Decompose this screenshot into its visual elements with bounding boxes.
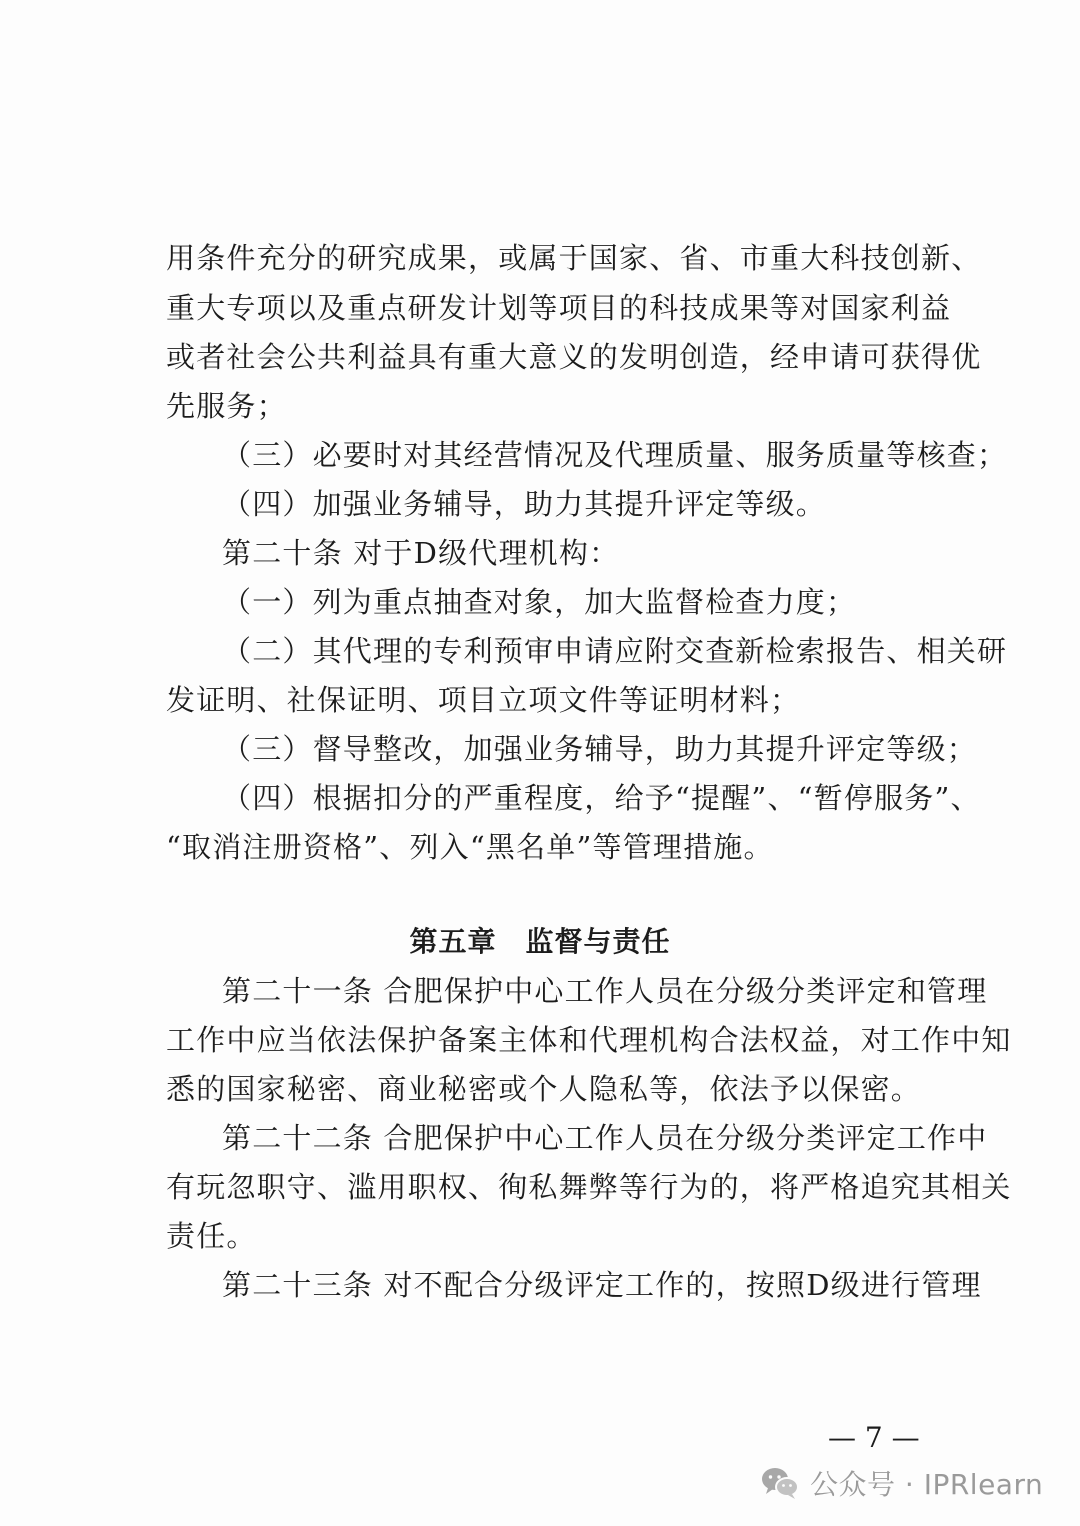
text-line: （二）其代理的专利预审申请应附交查新检索报告、相关研 <box>222 634 1008 668</box>
text-line: （三）必要时对其经营情况及代理质量、服务质量等核查； <box>222 438 1008 472</box>
text-line: （一）列为重点抽查对象，加大监督检查力度； <box>222 585 857 619</box>
text-line: 先服务； <box>166 389 287 423</box>
text-line: （四）根据扣分的严重程度，给予“提醒”、“暂停服务”、 <box>222 781 981 815</box>
text-line: 发证明、社保证明、项目立项文件等证明材料； <box>166 683 801 717</box>
text-line: 重大专项以及重点研发计划等项目的科技成果等对国家利益 <box>166 291 952 325</box>
article-heading: 第二十条 对于D级代理机构： <box>222 536 620 570</box>
watermark <box>760 1458 1043 1508</box>
article-heading: 第二十三条 对不配合分级评定工作的，按照D级进行管理 <box>222 1268 982 1302</box>
text-line: （四）加强业务辅导，助力其提升评定等级。 <box>222 487 827 521</box>
page-number: — 7 — <box>828 1421 920 1454</box>
article-heading: 第二十二条 合肥保护中心工作人员在分级分类评定工作中 <box>222 1121 988 1155</box>
article-heading: 第二十一条 合肥保护中心工作人员在分级分类评定和管理 <box>222 974 988 1008</box>
wechat-icon <box>760 1466 800 1500</box>
text-line: 或者社会公共利益具有重大意义的发明创造，经申请可获得优 <box>166 340 982 374</box>
chapter-heading: 第五章 监督与责任 <box>409 925 671 958</box>
text-line: 工作中应当依法保护备案主体和代理机构合法权益，对工作中知 <box>166 1023 1012 1057</box>
text-line: 悉的国家秘密、商业秘密或个人隐私等，依法予以保密。 <box>166 1072 922 1106</box>
text-line: “取消注册资格”、列入“黑名单”等管理措施。 <box>166 830 774 864</box>
text-line: 用条件充分的研究成果，或属于国家、省、市重大科技创新、 <box>166 241 982 275</box>
text-line: 责任。 <box>166 1219 257 1253</box>
text-line: （三）督导整改，加强业务辅导，助力其提升评定等级； <box>222 732 978 766</box>
watermark-text: 公众号 · IPRlearn <box>810 1468 1044 1501</box>
text-line: 有玩忽职守、滥用职权、徇私舞弊等行为的，将严格追究其相关 <box>166 1170 1012 1204</box>
